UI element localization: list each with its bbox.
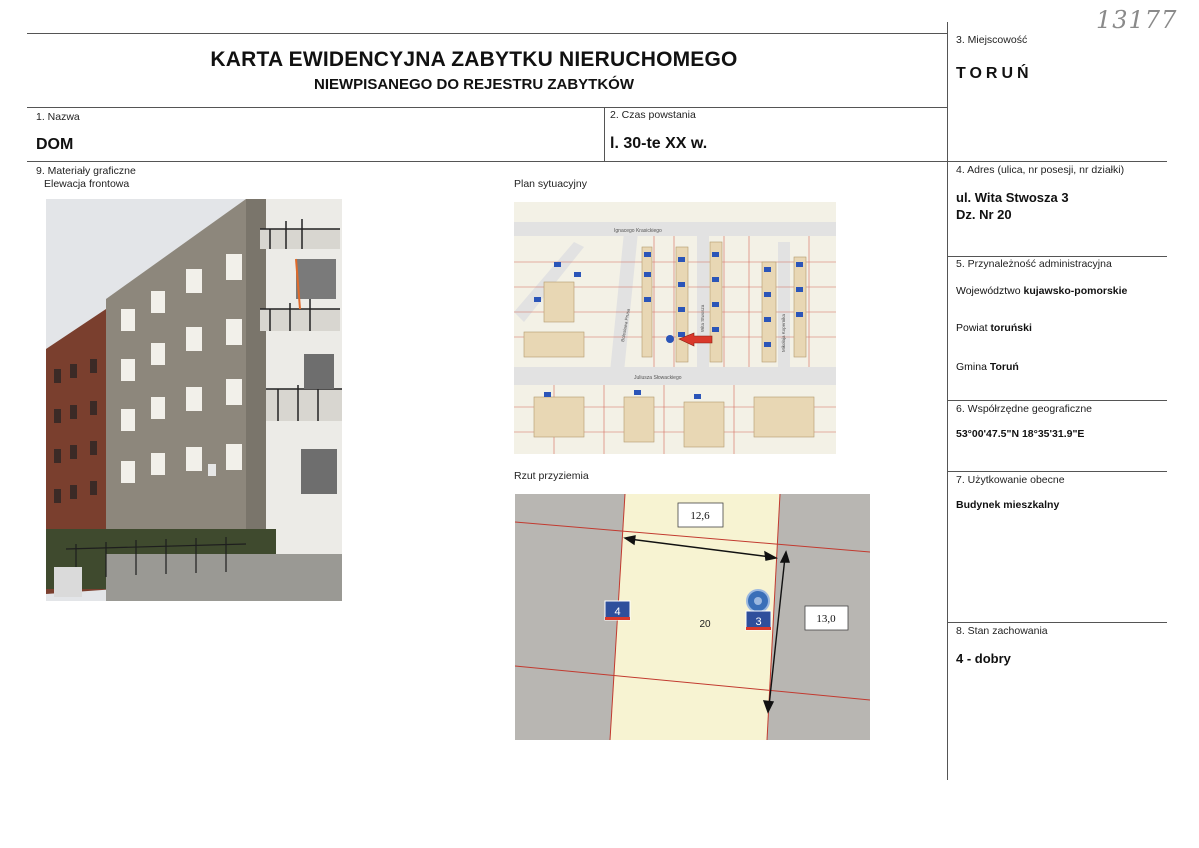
wspolrzedne-value: 53°00'47.5"N 18°35'31.9"E (956, 428, 1085, 440)
street-label-mid: Wita Stwosza (700, 304, 705, 332)
document-title: KARTA EWIDENCYJNA ZABYTKU NIERUCHOMEGO (210, 48, 738, 71)
gmina-value: Toruń (989, 361, 1019, 373)
powiat-line (956, 322, 1032, 334)
header-bottom-line (27, 107, 947, 108)
powiat-prefix: Powiat (956, 322, 988, 334)
neighbor-number-text: 4 (614, 606, 621, 618)
dimension-width-label: 12,6 (690, 510, 710, 522)
stan-label: 8. Stan zachowania (956, 625, 1048, 637)
location-marker-icon (666, 335, 674, 343)
building-photo-drawing (46, 199, 342, 601)
czas-value: l. 30-te XX w. (610, 135, 708, 152)
powiat-value: toruński (990, 322, 1032, 334)
ground-floor-plan (515, 494, 870, 740)
ground-floor-plan-drawing (515, 494, 870, 740)
wspolrzedne-label: 6. Współrzędne geograficzne (956, 403, 1092, 415)
przynaleznosc-label: 5. Przynależność administracyjna (956, 258, 1112, 270)
right-line-8 (947, 622, 1167, 623)
right-line-5 (947, 256, 1167, 257)
right-column-divider (947, 22, 948, 780)
street-label-top: Ignacego Krasickiego (614, 228, 662, 234)
building-photo (46, 199, 342, 601)
wojewodztwo-line (956, 285, 1127, 297)
uzytkowanie-value: Budynek mieszkalny (956, 499, 1060, 511)
stan-value: 4 - dobry (956, 651, 1011, 666)
adres-line2: Dz. Nr 20 (956, 207, 1012, 222)
uzytkowanie-label: 7. Użytkowanie obecne (956, 474, 1065, 486)
situational-map-drawing (514, 202, 836, 454)
miejscowosc-value: TORUŃ (956, 65, 1033, 82)
nazwa-value: DOM (36, 136, 74, 153)
document-subtitle: NIEWPISANEGO DO REJESTRU ZABYTKÓW (313, 76, 635, 93)
right-line-6 (947, 400, 1167, 401)
plan-sytuacyjny-label: Plan sytuacyjny (514, 178, 587, 190)
situational-map (514, 202, 836, 454)
czas-label: 2. Czas powstania (610, 109, 696, 121)
parcel-number-label: 20 (699, 619, 711, 630)
adres-label: 4. Adres (ulica, nr posesji, nr działki) (956, 164, 1125, 176)
street-label-right: Mikołaja Kopernika (781, 313, 786, 352)
nazwa-label: 1. Nazwa (36, 111, 80, 123)
miejscowosc-label: 3. Miejscowość (956, 34, 1028, 46)
street-label-left: Bolesława Prusa (620, 308, 631, 343)
fields-bottom-line (27, 161, 1167, 162)
street-label-bottom: Juliusza Słowackiego (634, 375, 682, 381)
wojewodztwo-value: kujawsko-pomorskie (1023, 285, 1128, 297)
right-line-7 (947, 471, 1167, 472)
gmina-prefix: Gmina (956, 361, 987, 373)
materialy-label: 9. Materiały graficzne (36, 165, 136, 177)
wojewodztwo-prefix: Województwo (956, 285, 1021, 297)
photo-caption: Elewacja frontowa (44, 178, 130, 190)
dimension-depth-label: 13,0 (816, 613, 836, 625)
gmina-line (956, 361, 1019, 373)
rzut-przyziemia-label: Rzut przyziemia (514, 470, 589, 482)
house-number-text: 3 (755, 616, 762, 628)
top-border (27, 33, 947, 34)
handwritten-number: 13177 (1096, 6, 1178, 34)
name-date-divider (604, 107, 605, 161)
adres-line1: ul. Wita Stwosza 3 (956, 190, 1069, 205)
